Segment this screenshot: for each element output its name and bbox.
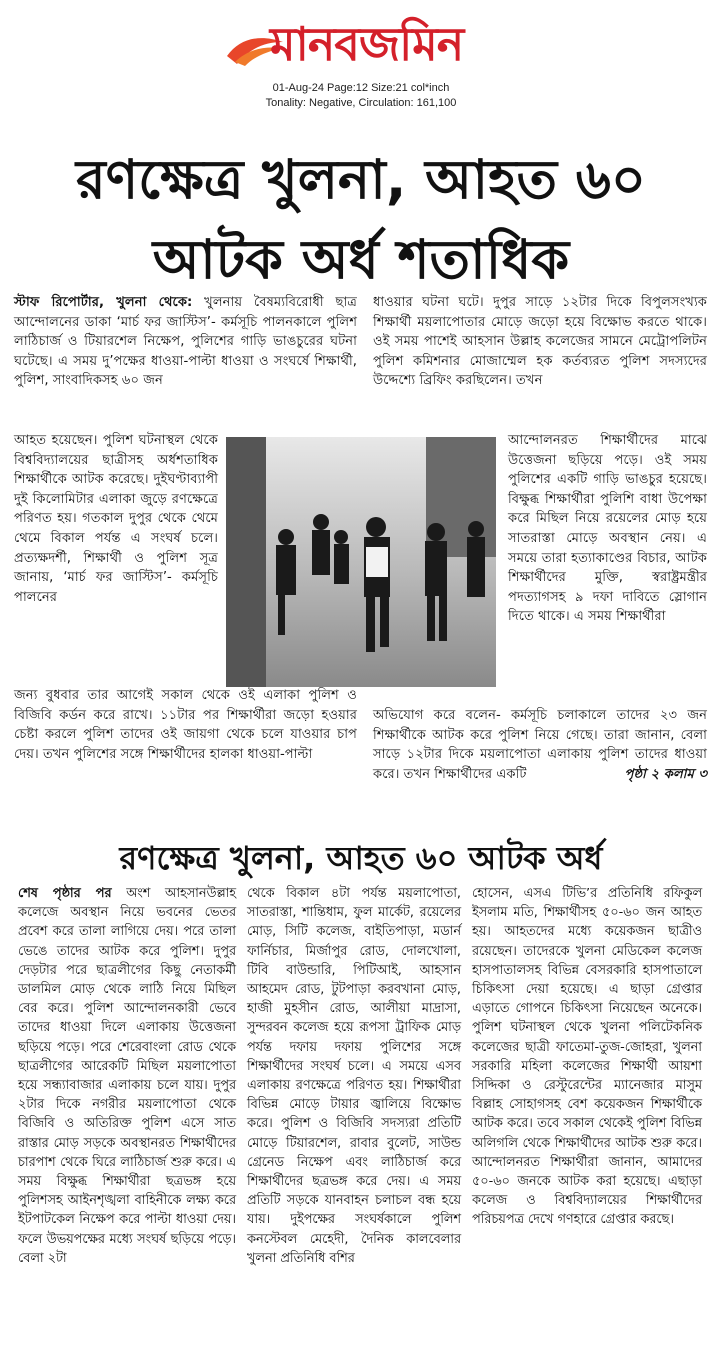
- col2-bottom-text: অভিযোগ করে বলেন- কর্মসূচি চলাকালে তাদের ২৩ জন শিক্ষার্থীকে আটক করে পুলিশ নিয়ে গেছে। তারা জানান, বেলা সাড়ে ১২টার দিকে ময়লাপোতা এলাকায় পুলিশ তাদের ধাওয়া করে। তখন শিক্ষার্থীদের একটি: [373, 708, 707, 782]
- newspaper-logo: মানবজমিন: [270, 17, 464, 71]
- protest-photo: [226, 437, 496, 687]
- article-headline: [0, 140, 722, 300]
- continuation-headline: রণক্ষেত্র খুলনা, আহত ৬০ আটক অর্ধ: [119, 839, 603, 877]
- clip-meta-line1: 01-Aug-24 Page:12 Size:21 col*inch: [272, 82, 450, 94]
- col1-top-text: খুলনায় বৈষম্যবিরোধী ছাত্র আন্দোলনের ডাকা ‘মার্চ ফর জাস্টিস’- কর্মসূচি পালনকালে পুলিশ লাঠিচার্জ ও টিয়ারশেল নিক্ষেপ, পুলিশের গাড়ি ভাঙচুরের ঘটনা ঘটেছে। এ সময় দু’পক্ষের ধাওয়া-পাল্টা ধাওয়া ও সংঘর্ষে শিক্ষার্থী, পুলিশ, সাংবাদিকসহ ৬০ জন: [14, 295, 357, 389]
- masthead: [225, 8, 505, 78]
- byline: স্টাফ রিপোর্টার, খুলনা থেকে:: [14, 295, 193, 310]
- article-col1-top: [14, 293, 357, 391]
- article-col2-bottom: [373, 706, 707, 784]
- continuation-label: শেষ পৃষ্ঠার পর: [18, 886, 112, 901]
- article-col1-side: আহত হয়েছেন। পুলিশ ঘটনাস্থল থেকে বিশ্ববিদ্যালয়ের ছাত্রীসহ অর্ধশতাধিক শিক্ষার্থীকে আটক করেছে। দুইঘণ্টাব্যাপী দুই কিলোমিটার এলাকা জুড়ে রণক্ষেত্রে পরিণত হয়। গতকাল দুপুর থেকে থেমে থেমে বিকাল পর্যন্ত এ সংঘর্ষ চলে। প্রত্যক্ষদর্শী, শিক্ষার্থী ও পুলিশ সূত্র জানায়, ‘মার্চ ফর জাস্টিস’- কর্মসূচি পালনের: [14, 433, 218, 605]
- continuation-col3: হোসেন, এসএ টিভি’র প্রতিনিধি রফিকুল ইসলাম মতি, শিক্ষার্থীসহ ৫০-৬০ জন আহত হয়। আহতদের মধ্যে কয়েকজন ছাত্রীও রয়েছেন। তাদেরকে খুলনা মেডিকেল কলেজ হাসপাতালসহ বিভিন্ন বেসরকারি হাসপাতালে চিকিৎসা দেয়া হয়েছে। এ ছাড়া গ্রেপ্তার এড়াতে গোপনে চিকিৎসা নিয়েছেন অনেকে। পুলিশ ঘটনাস্থল থেকে খুলনা পলিটেকনিক কলেজের ছাত্রী ফাতেমা-তুজ-জোহরা, খুলনা সরকারি মহিলা কলেজের শিক্ষার্থী আয়শা সিদ্দিকা ও রেস্টুরেন্টের ম্যানেজার মাসুম বিল্লাহ সোহাগসহ বেশ কয়েকজন শিক্ষার্থীকে আটক করে। তবে সকাল থেকেই পুলিশ বিভিন্ন অলিগলি থেকে শিক্ষার্থীদের আটক শুরু করে। আন্দোলনরত শিক্ষার্থীরা জানান, আমাদের ৫০-৬০ জনকে আটক করা হয়েছে। এছাড়া কলেজ ও বিশ্ববিদ্যালয়ের শিক্ষার্থীদের পরিচয়পত্র দেখে গণহারে গ্রেপ্তার করছে।: [472, 886, 702, 1228]
- article-col2-top: ধাওয়ার ঘটনা ঘটে। দুপুর সাড়ে ১২টার দিকে বিপুলসংখ্যক শিক্ষার্থী ময়লাপোতার মোড়ে জড়ো হয়ে বিক্ষোভ করতে থাকে। ওই সময় পাশেই আহসান উল্লাহ কলেজের সামনে মেট্রোপলিটন পুলিশ কমিশনার মোজাম্মেল হক কর্তব্যরত পুলিশ সদস্যদের উদ্দেশ্যে ব্রিফিং করছিলেন। তখন: [373, 295, 707, 389]
- article-col1-bottom: জন্য বুধবার তার আগেই সকাল থেকে ওই এলাকা পুলিশ ও বিজিবি কর্ডন করে রাখে। ১১টার পর শিক্ষার্থীরা জড়ো হওয়ার চেষ্টা করলে পুলিশ তাদের ওই জায়গা থেকে চলে যাওয়ার চাপ দেয়। তখন পুলিশের সঙ্গে শিক্ষার্থীদের হালকা ধাওয়া-পাল্টা: [14, 688, 357, 762]
- continuation-col2: থেকে বিকাল ৪টা পর্যন্ত ময়লাপোতা, সাতরাস্তা, শান্তিধাম, ফুল মার্কেট, রয়েলের মোড়, সিটি কলেজ, বাইতিপাড়া, মডার্ন ফার্নিচার, মির্জাপুর রোড, দোলখোলা, টিবি বাউন্ডারি, পিটিআই, আহসান আহমেদ রোড, টুটপাড়া করবখানা মোড়, হাজী মুহসীন রোড, আলীয়া মাদ্রাসা, সুন্দরবন কলেজ হয়ে রূপসা ট্রাফিক মোড় পর্যন্ত দফায় দফায় পুলিশের সঙ্গে শিক্ষার্থীদের সংঘর্ষ চলে। এ সময়ে এসব এলাকায় রণক্ষেত্রে পরিণত হয়। শিক্ষার্থীরা বিভিন্ন মোড়ে টায়ার জ্বালিয়ে বিক্ষোভ করে। পুলিশ ও বিজিবি সদস্যরা প্রতিটি মোড়ে টিয়ারশেল, রাবার বুলেট, সাউন্ড গ্রেনেড নিক্ষেপ এবং লাঠিচার্জ করে শিক্ষার্থীদের ছত্রভঙ্গ করে দেয়। এ সময় প্রতিটি সড়কে যানবাহন চলাচল বন্ধ হয়ে যায়। দুইপক্ষের সংঘর্ষকালে পুলিশ কনস্টেবল মেহেদী, দৈনিক কালবেলার খুলনা প্রতিনিধি বশির: [247, 886, 461, 1266]
- headline-line2: আটক অর্ধ শতাধিক: [152, 228, 570, 291]
- headline-line1: রণক্ষেত্র খুলনা, আহত ৬০: [75, 148, 647, 211]
- article-col2-side: আন্দোলনরত শিক্ষার্থীদের মাঝে উত্তেজনা ছড়িয়ে পড়ে। ওই সময় পুলিশের একটি গাড়ি ভাঙচুর হয়েছে। বিক্ষুব্ধ শিক্ষার্থীরা পুলিশি বাধা উপেক্ষা করে মিছিল নিয়ে রয়েলের মোড় হয়ে সাতরাস্তা মোড়ে অবস্থান নেয়। এ সময়ে তারা হত্যাকাণ্ডের বিচার, আটক শিক্ষার্থীদের মুক্তি, স্বরাষ্ট্রমন্ত্রীর পদত্যাগসহ ৯ দফা দাবিতে স্লোগান দিতে থাকে। এ সময় শিক্ষার্থীরা: [508, 433, 707, 625]
- continuation-col1-text: অংশ আহসানউল্লাহ কলেজে অবস্থান নিয়ে ভবনের ভেতর প্রবেশ করে তালা লাগিয়ে দেয়। পরে তালা ভেঙে তাদের আটক করে পুলিশ। দুপুর দেড়টার পরে ছাত্রলীগের কিছু নেতাকর্মী ডালমিল মোড় থেকে লাঠি নিয়ে মিছিল বের করে। পুলিশ আন্দোলনকারী ভেবে তাদের ধাওয়া দিলে এলাকায় উত্তেজনা ছড়িয়ে পড়ে। পরে শেরেবাংলা রোড থেকে ছাত্রলীগের আরেকটি মিছিল ময়লাপোতা হয়ে সন্ধ্যাবাজার এলাকায় চলে যায়। দুপুর ২টার দিকে নগরীর ময়লাপোতা থেকে বিজিবি ও অতিরিক্ত পুলিশ এসে সাত রাস্তার মোড় সড়কে অবস্থানরত শিক্ষার্থীদের চারপাশ থেকে ঘিরে লাঠিচার্জ শুরু করে। এ সময় বিক্ষুব্ধ শিক্ষার্থীরা ছত্রভঙ্গ হয়ে পুলিশসহ আইনশৃঙ্খলা বাহিনীকে লক্ষ্য করে ইটপাটকেল নিক্ষেপ করে পাল্টা ধাওয়া দেয়। ফলে উভয়পক্ষের মধ্যে সংঘর্ষ ছড়িয়ে পড়ে। বেলা ২টা: [18, 886, 236, 1266]
- photo-image: [226, 437, 496, 687]
- continuation-col1: [18, 884, 236, 1268]
- clip-meta-line2: Tonality: Negative, Circulation: 161,100: [265, 97, 457, 109]
- continued-reference: পৃষ্ঠা ২ কলাম ৩: [624, 766, 707, 782]
